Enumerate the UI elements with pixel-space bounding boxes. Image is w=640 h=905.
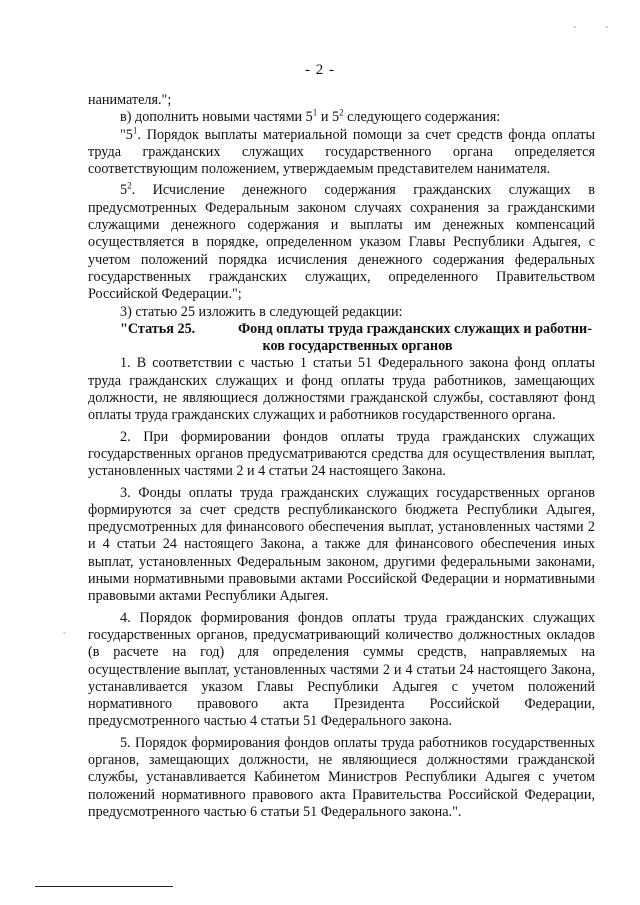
paragraph [88, 124, 595, 179]
paragraph-text: 2. При формировании фондов оплаты труда гражданских служащих государственных органов предусматриваются средства для осуществления выплат, установленных частями 2 и 4 статьи 24 настоящего Закона. [88, 428, 595, 480]
footnote-separator [35, 886, 173, 887]
scan-mark: ` [605, 26, 609, 37]
paragraph-text: . Исчисление денежного содержания гражданских служащих в предусмотренных Федеральным законом случаях сохранения за гражданскими служащими денежного содержания и выплаты им денежных компенсаций осуществляется в порядке, определенном указом Главы Республики Адыгея, с учетом положений порядка исчисления денежного содержания федеральных государственных гражданских служащих, определенного Правительством Российской Федерации."; [88, 182, 595, 303]
paragraph-text: 5. Порядок формирования фондов оплаты труда работников государственных органов, замещающих должности, не являющиеся должностями гражданской службы, устанавливается Кабинетом Министров Республики Адыгея с учетом положений нормативного правового акта Правительства Российской Федерации, предусмотренного частью 6 статьи 51 Федерального закона.". [88, 734, 595, 820]
document-body [88, 92, 595, 821]
scan-mark: ` [573, 26, 577, 37]
article-item [88, 735, 595, 821]
paragraph-text: 3) статью 25 изложить в следующей редакции: [120, 303, 403, 320]
article-item [88, 610, 595, 731]
scan-mark: - [63, 628, 66, 637]
article-item [88, 429, 595, 481]
paragraph [88, 182, 595, 303]
paragraph-text: . Порядок выплаты материальной помощи за счет средств фонда оплаты труда гражданских служащих государственного органа определяется соответствующим положением, утверждаемым представителем нанимателя. [88, 126, 595, 178]
article-item [88, 355, 595, 424]
paragraph-text: 5 [120, 182, 128, 199]
paragraph [88, 109, 595, 126]
superscript: 1 [132, 124, 138, 135]
article-item [88, 485, 595, 606]
paragraph-text: "5 [120, 126, 133, 143]
paragraph [88, 304, 595, 321]
article-title-line-1: Фонд оплаты труда гражданских служащих и работни- [238, 320, 592, 337]
article-title-line-2: ков государственных органов [262, 338, 453, 355]
paragraph-text: 4. Порядок формирования фондов оплаты труда гражданских служащих государственных органов, предусматривающий количество должностных окладов (в расчете на год) для определения суммы средств, направляемых на осуществление выплат, установленных частями 2 и 4 статьи 24 настоящего Закона, устанавливается указом Главы Республики Адыгея с учетом положений нормативного правового акта Президента Российской Федерации, предусмотренного частью 4 статьи 51 Федерального закона. [88, 609, 595, 730]
paragraph-text: 3. Фонды оплаты труда гражданских служащих государственных органов формируются за счет средств республиканского бюджета Республики Адыгея, предусмотренных для финансового обеспечения выплат, установленных частями 2 и 4 статьи 24 настоящего Закона, а также для финансового обеспечения иных выплат, установленных Федеральным законом, другими федеральными законами, иными нормативными правовыми актами Российской Федерации и нормативными правовыми актами Республики Адыгея. [88, 484, 595, 605]
superscript: 2 [339, 107, 344, 118]
superscript: 2 [127, 180, 132, 191]
paragraph-text: 1. В соответствии с частью 1 статьи 51 Федерального закона фонд оплаты труда гражданских служащих и фонд оплаты труда работников, замещающих должности, не являющиеся должностями гражданской службы, составляют фонд оплаты труда гражданских служащих и работников государственного органа. [88, 355, 595, 424]
superscript: 1 [312, 107, 318, 118]
page-number: - 2 - [305, 62, 335, 78]
paragraph-text: в) дополнить новыми частями 5 [120, 109, 313, 126]
paragraph-text: нанимателя."; [88, 92, 172, 108]
article-heading [88, 321, 595, 356]
article-number: "Статья 25. [120, 320, 196, 337]
paragraph-text: следующего содержания: [343, 109, 501, 126]
paragraph-text: и 5 [317, 109, 340, 126]
